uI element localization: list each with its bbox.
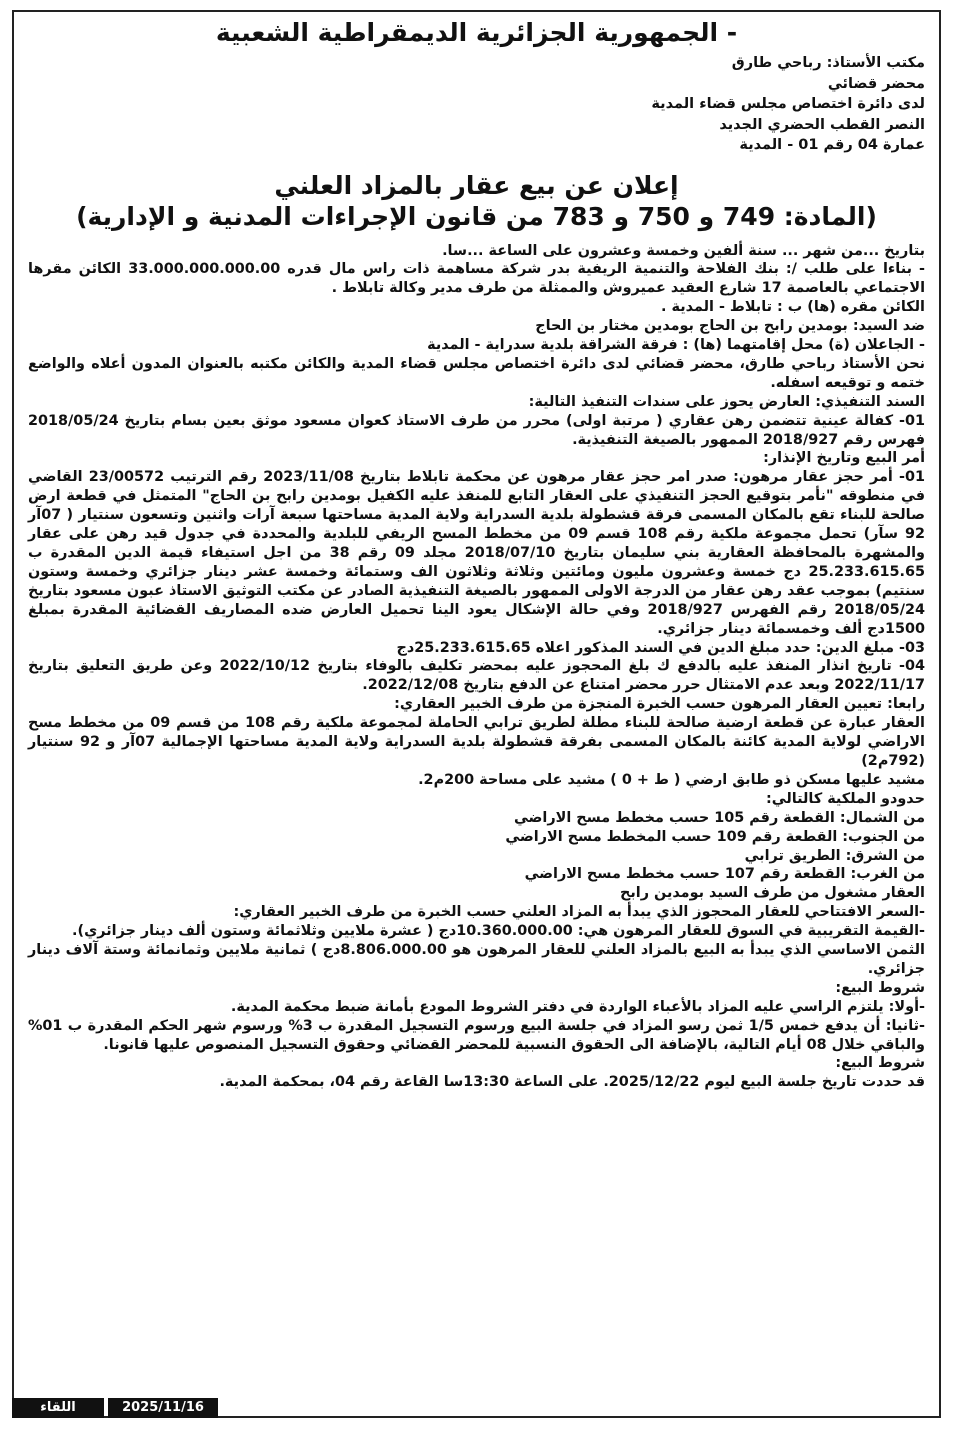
notice-paragraph: - الجاعلان (ة) محل إقامتهما (ها) : فرقة الشراقة بلدية سدراية - المدية (427, 337, 925, 354)
notice-paragraph: السند التنفيذي: العارض يحوز على سندات التنفيذ التالية: (528, 393, 925, 410)
notice-paragraph: قد حددت تاريخ جلسة البيع ليوم 2025/12/22. على الساعة 13:30سا القاعة رقم 04، بمحكمة المدية. (219, 1074, 925, 1091)
notice-paragraph: من الشمال: القطعة رقم 105 حسب مخطط مسح الاراضي (513, 809, 925, 826)
notice-paragraph: بتاريخ ...من شهر ... سنة ألفين وخمسة وعشرون على الساعة ...سا. (442, 242, 925, 259)
notice-title: إعلان عن بيع عقار بالمزاد العلني (274, 170, 679, 200)
notice-paragraph: أمر البيع وتاريخ الإنذار: (763, 450, 925, 467)
notice-body (28, 242, 925, 1093)
notice-paragraph: من الشرق: الطريق ترابي (744, 847, 925, 864)
notice-paragraph: رابعا: تعيين العقار المرهون حسب الخبرة المنجزة من طرف الخبير العقاري: (394, 696, 925, 713)
republic-heading: - الجمهورية الجزائرية الديمقراطية الشعبية (215, 18, 738, 47)
bailiff-address-1: النصر القطب الحضري الجديد (719, 116, 925, 133)
bailiff-jurisdiction: لدى دائرة اختصاص مجلس قضاء المدية (651, 96, 925, 112)
notice-paragraph: 01- كفالة عينية تتضمن رهن عقاري ( مرتبة اولى) محرر من طرف الاستاذ كعوان مسعود موثق بعين بسام بتاريخ 2018/05/24 فهرس رقم 2018/927 الممهور بالصيغة التنفيذية. (28, 412, 925, 448)
notice-paragraph: - بناءا على طلب /: بنك الفلاحة والتنمية الريفية بدر شركة مساهمة ذات راس مال قدره 33.000.000.000.00 الكائن مقرها الاجتماعي بالعاصمة 17 شارع العقيد عميروش والممثلة من طرف مدير وكالة تابلاط . (28, 261, 926, 297)
notice-paragraph: من الغرب: القطعة رقم 107 حسب مخطط مسح الاراضي (524, 866, 925, 883)
bailiff-title: محضر قضائي (827, 75, 925, 92)
notice-paragraph: -القيمة التقريبية في السوق للعقار المرهون هي: 10.360.000.00دج ( عشرة ملايين وثلاثمائة وستون ألف دينار جزائري). (72, 923, 925, 940)
newspaper-name: اللقاء (12, 1398, 104, 1418)
notice-paragraph: 04- تاريخ انذار المنفذ عليه بالدفع ك بلغ المحجوز عليه بمحضر تكليف بالوفاء بتاريخ 2022/10/12 وعن طريق التعليق بتاريخ 2022/11/17 وبعد عدم الامتثال حرر محضر امتناع عن الدفع بتاريخ 2022/12/08. (28, 658, 925, 694)
bailiff-office: مكتب الأستاذ: رباحي طارق (731, 55, 925, 71)
notice-paragraph: 01- أمر حجز عقار مرهون: صدر امر حجز عقار مرهون عن محكمة تابلاط بتاريخ 2023/11/08 رقم الترتيب 23/00572 القاضي في منطوقه "نأمر بتوقيع الحجز التنفيذي على العقار التابع للمنفذ عليه الكفيل بومدين رابح بن الحاج" المتمثل في قطعة ارض صالحة للبناء تقع بالمكان المسمى فرقة قشطولة بلدية السدراية ولاية المدية مساحتها سبعة آرات واثنين وتسعون سنتيار ( 07آر 92 سآر) تحمل مجموعة ملكية رقم 108 قسم 09 من مخطط المسح الريفي للبلدية والمحددة في جدول قيد رهن على عقار والمشهرة بالمحافظة العقارية بني سليمان بتاريخ 2018/07/10 مجلد 09 رقم 38 من اجل استيفاء قيمة الدين المقدرة ب 25.233.615.65 دج خمسة وعشرون مليون ومائتين وثلاثة وثلاثون الف وستمائة وخمسة عشر دينار جزائري وخمسة وستون سنتيم) بموجب عقد رهن عقار من الدرجة الاولى الممهور بالصيغة التنفيذية الصادر عن مكتب التوثيق الاستاذ عبون مسعود بتاريخ 2018/05/24 رقم الفهرس 2018/927 وفي حالة الإشكال يعود الينا تحميل العارض ضده المصاريف القضائية المقدرة بمبلغ 1500دج ألف وخمسمائة دينار جزائري. (28, 469, 926, 637)
legal-notice-page (12, 10, 941, 1418)
notice-paragraph: العقار مشغول من طرف السيد بومدين رابح (620, 885, 925, 902)
notice-paragraph: العقار عبارة عن قطعة ارضية صالحة للبناء مطلة لطريق ترابي الحاملة لمجموعة ملكية رقم 108 من قسم 09 من مخطط مسح الاراضي لولاية المدية كائنة بالمكان المسمى بفرقة قشطولة بلدية السدراية ولاية المدية مساحتها الإجمالية 07آر و 92 سنتيار (792م2) (28, 715, 925, 769)
notice-paragraph: من الجنوب: القطعة رقم 109 حسب المخطط مسح الاراضي (505, 828, 925, 845)
notice-paragraph: شروط البيع: (835, 1055, 925, 1072)
notice-paragraph: -أولا: يلتزم الراسي عليه المزاد بالأعباء الواردة في دفتر الشروط المودع بأمانة ضبط محكمة المدية. (230, 998, 925, 1015)
publication-date: 2025/11/16 (108, 1398, 218, 1418)
notice-paragraph: -السعر الافتتاحي للعقار المحجوز الذي يبدأ به المزاد العلني حسب الخبرة من طرف الخبير العقاري: (233, 904, 925, 921)
bailiff-header (28, 53, 925, 156)
notice-paragraph: حدودو الملكية كالتالي: (766, 790, 925, 807)
notice-paragraph: نحن الأستاذ رباحي طارق، محضر قضائي لدى دائرة اختصاص مجلس قضاء المدية والكائن مكتبه بالعنوان المدون أعلاه والواضع ختمه و توقيعه اسفله. (28, 355, 925, 391)
notice-paragraph: 03- مبلغ الدين: حدد مبلغ الدين في السند المذكور اعلاه 25.233.615.65دج (396, 639, 925, 656)
notice-paragraph: مشيد عليها مسكن ذو طابق ارضي ( ط + 0 ) مشيد على مساحة 200م2. (418, 771, 925, 788)
notice-subtitle: (المادة: 749 و 750 و 783 من قانون الإجراءات المدنية و الإدارية) (76, 201, 877, 231)
notice-paragraph: الكائن مقره (ها) ب : تابلاط - المدية . (661, 299, 925, 316)
newspaper-footer (12, 1398, 222, 1420)
notice-paragraph: شروط البيع: (835, 979, 925, 996)
notice-paragraph: ضد السيد: بومدين رابح بن الحاج بومدين مختار بن الحاج (535, 318, 925, 335)
notice-paragraph: الثمن الاساسي الذي يبدأ به البيع بالمزاد العلني للعقار المرهون هو 8.806.000.00دج ) ثمانية ملايين وثمانمائة وستة آلاف دينار جزائري. (28, 942, 925, 977)
bailiff-address-2: عمارة 04 رقم 01 - المدية (739, 137, 925, 153)
notice-paragraph: -ثانيا: أن يدفع خمس 1/5 ثمن رسو المزاد في جلسة البيع ورسوم التسجيل المقدرة ب 3% ورسوم شهر الحكم المقدرة ب 01% والباقي خلال 08 أيام التالية، بالإضافة الى الحقوق النسبية للمحضر القضائي وحقوق التسجيل المنصوص عليها قانونا. (28, 1017, 925, 1053)
